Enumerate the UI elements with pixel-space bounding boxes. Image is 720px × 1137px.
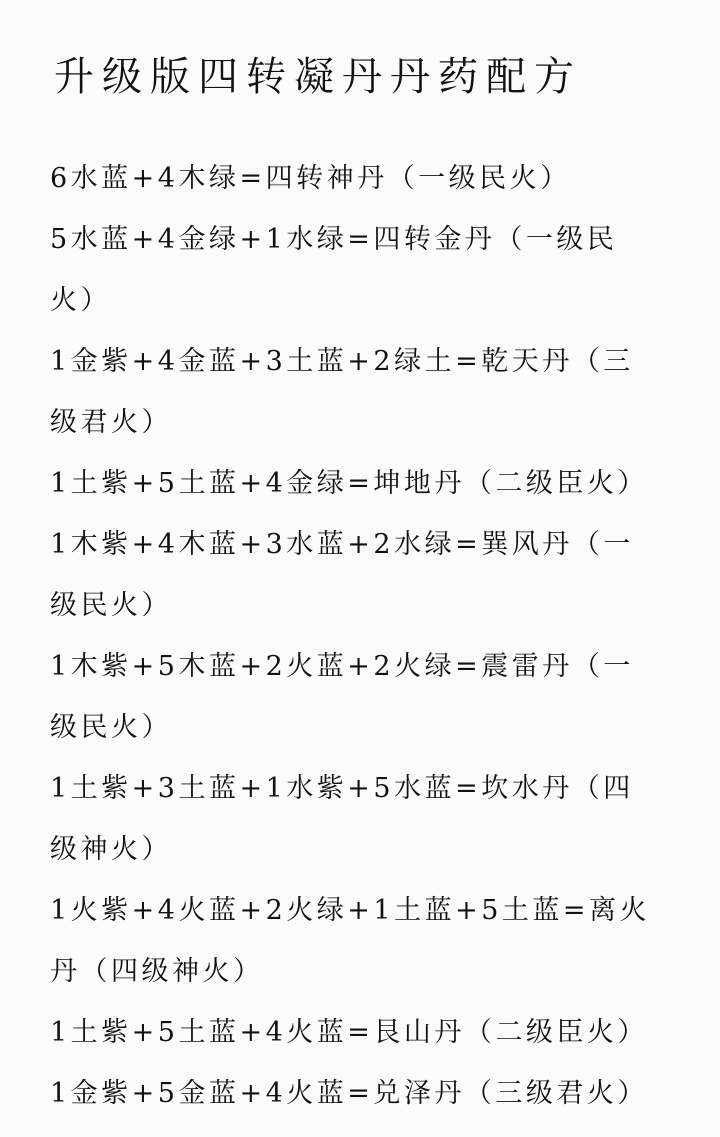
recipe-line-3: 1金紫+4金蓝+3土蓝+2绿土=乾天丹（三级君火） — [50, 346, 634, 438]
recipe-line-6: 1木紫+5木蓝+2火蓝+2火绿=震雷丹（一级民火） — [50, 651, 634, 743]
recipe-line-8: 1火紫+4火蓝+2火绿+1土蓝+5土蓝=离火丹（四级神火） — [50, 895, 651, 987]
recipe-line-1: 6水蓝+4木绿=四转神丹（一级民火） — [50, 163, 571, 194]
recipe-line-9: 1土紫+5土蓝+4火蓝=艮山丹（二级臣火） — [50, 1017, 648, 1048]
page-title: 升级版四转凝丹丹药配方 — [54, 54, 582, 100]
recipe-line-5: 1木紫+4木蓝+3水蓝+2水绿=巽风丹（一级民火） — [50, 529, 634, 621]
recipe-line-4: 1土紫+5土蓝+4金绿=坤地丹（二级臣火） — [50, 468, 648, 499]
recipe-line-7: 1土紫+3土蓝+1水紫+5水蓝=坎水丹（四级神火） — [50, 773, 634, 865]
recipe-line-10: 1金紫+5金蓝+4火蓝=兑泽丹（三级君火） — [50, 1078, 648, 1109]
recipe-line-2: 5水蓝+4金绿+1水绿=四转金丹（一级民火） — [50, 224, 618, 316]
recipe-list — [50, 148, 664, 1124]
